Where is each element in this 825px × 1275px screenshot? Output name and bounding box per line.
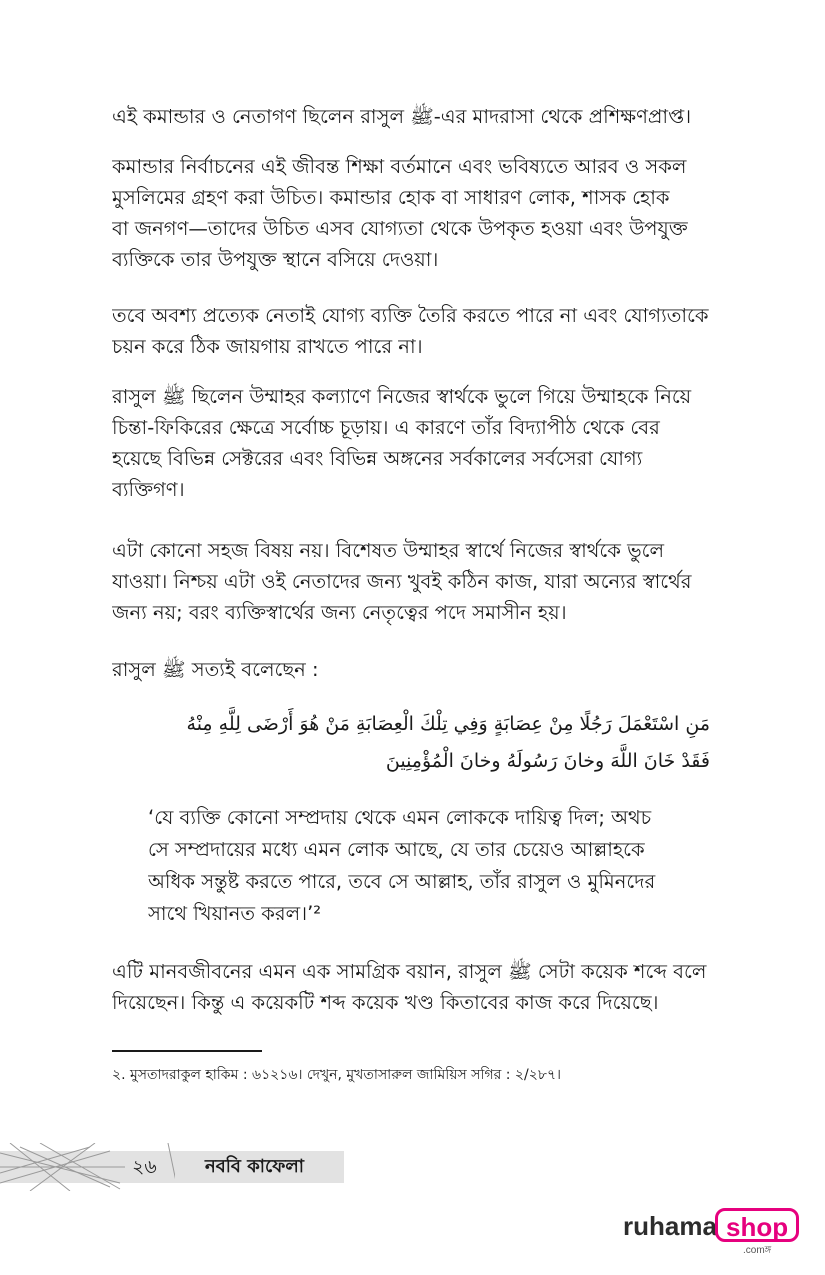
text-line: বা জনগণ—তাদের উচিত এসব যোগ্যতা থেকে উপকৃত হওয়া এবং উপযুক্ত [112,217,688,240]
paragraph-6 [112,654,722,685]
text-line: ‘যে ব্যক্তি কোনো সম্প্রদায় থেকে এমন লোককে দায়িত্ব দিল; অথচ [148,806,652,829]
page-number: ২৬ [132,1156,157,1178]
paragraph-1 [112,101,722,132]
hadith-translation [148,802,718,930]
paragraph-5 [112,535,722,628]
text-line: দিয়েছেন। কিন্তু এ কয়েকটি শব্দ কয়েক খণ্ড কিতাবের কাজ করে দিয়েছে। [112,991,659,1014]
paragraph-3 [112,300,722,362]
text-line: এটি মানবজীবনের এমন এক সামগ্রিক বয়ান, রাসুল ﷺ সেটা কয়েক শব্দে বলে [112,960,707,983]
text-line: চিন্তা-ফিকিরের ক্ষেত্রে সর্বোচ্চ চূড়ায়। এ কারণে তাঁর বিদ্যাপীঠ থেকে বের [112,416,660,439]
text-line: রাসুল ﷺ ছিলেন উম্মাহর কল্যাণে নিজের স্বার্থকে ভুলে গিয়ে উম্মাহকে নিয়ে [112,385,692,408]
text-line: এটা কোনো সহজ বিষয় নয়। বিশেষত উম্মাহর স্বার্থে নিজের স্বার্থকে ভুলে [112,539,664,562]
footnote-divider [112,1050,262,1052]
arabic-line: فَقَدْ خَانَ اللَّهَ وخانَ رَسُولَهُ وخانَ الْمُؤْمِنِينَ [385,750,710,772]
text-line: ব্যক্তিকে তার উপযুক্ত স্থানে বসিয়ে দেওয়া। [112,248,439,271]
ruhamashop-logo [623,1208,789,1256]
closing-paragraph [112,956,722,1018]
text-line: সাথে খিয়ানত করল।’² [148,902,322,925]
text-line: তবে অবশ্য প্রত্যেক নেতাই যোগ্য ব্যক্তি তৈরি করতে পারে না এবং যোগ্যতাকে [112,304,709,327]
logo-text-ruhama: ruhama [623,1211,717,1241]
paragraph-2 [112,151,722,275]
logo-text-shop: shop [715,1208,799,1242]
text-line: কমান্ডার নির্বাচনের এই জীবন্ত শিক্ষা বর্তমানে এবং ভবিষ্যতে আরব ও সকল [112,155,687,178]
text-line: ব্যক্তিগণ। [112,478,185,501]
paragraph-4 [112,381,722,505]
text-line: সে সম্প্রদায়ের মধ্যে এমন লোক আছে, যে তার চেয়েও আল্লাহকে [148,838,645,861]
text-line: রাসুল ﷺ সত্যই বলেছেন : [112,658,319,681]
arabic-hadith [150,706,710,780]
logo-text-suffix: .comঙ্গ [743,1245,772,1256]
text-line: জন্য নয়; বরং ব্যক্তিস্বার্থের জন্য নেতৃত্বের পদে সমাসীন হয়। [112,601,567,624]
text-line: যাওয়া। নিশ্চয় এটা ওই নেতাদের জন্য খুবই কঠিন কাজ, যারা অন্যের স্বার্থের [112,570,692,593]
text-line: মুসলিমের গ্রহণ করা উচিত। কমান্ডার হোক বা সাধারণ লোক, শাসক হোক [112,186,670,209]
book-title: নববি কাফেলা [205,1156,305,1177]
footnote: ২. মুসতাদরাকুল হাকিম : ৬১২১৬। দেখুন, মুখতাসারুল জামিয়িস সগির : ২/২৮৭। [112,1067,562,1083]
arabic-line: مَنِ اسْتَعْمَلَ رَجُلًا مِنْ عِصَابَةٍ وَفِي تِلْكَ الْعِصَابَةِ مَنْ هُوَ أَرْضَى لِلَّهِ مِنْهُ [186,713,710,735]
text-line: এই কমান্ডার ও নেতাগণ ছিলেন রাসুল ﷺ-এর মাদরাসা থেকে প্রশিক্ষণপ্রাপ্ত। [112,105,692,128]
text-line: চয়ন করে ঠিক জায়গায় রাখতে পারে না। [112,335,423,358]
text-line: হয়েছে বিভিন্ন সেক্টরের এবং বিভিন্ন অঙ্গনের সর্বকালের সর্বসেরা যোগ্য [112,447,643,470]
text-line: অধিক সন্তুষ্ট করতে পারে, তবে সে আল্লাহ, তাঁর রাসুল ও মুমিনদের [148,870,656,893]
